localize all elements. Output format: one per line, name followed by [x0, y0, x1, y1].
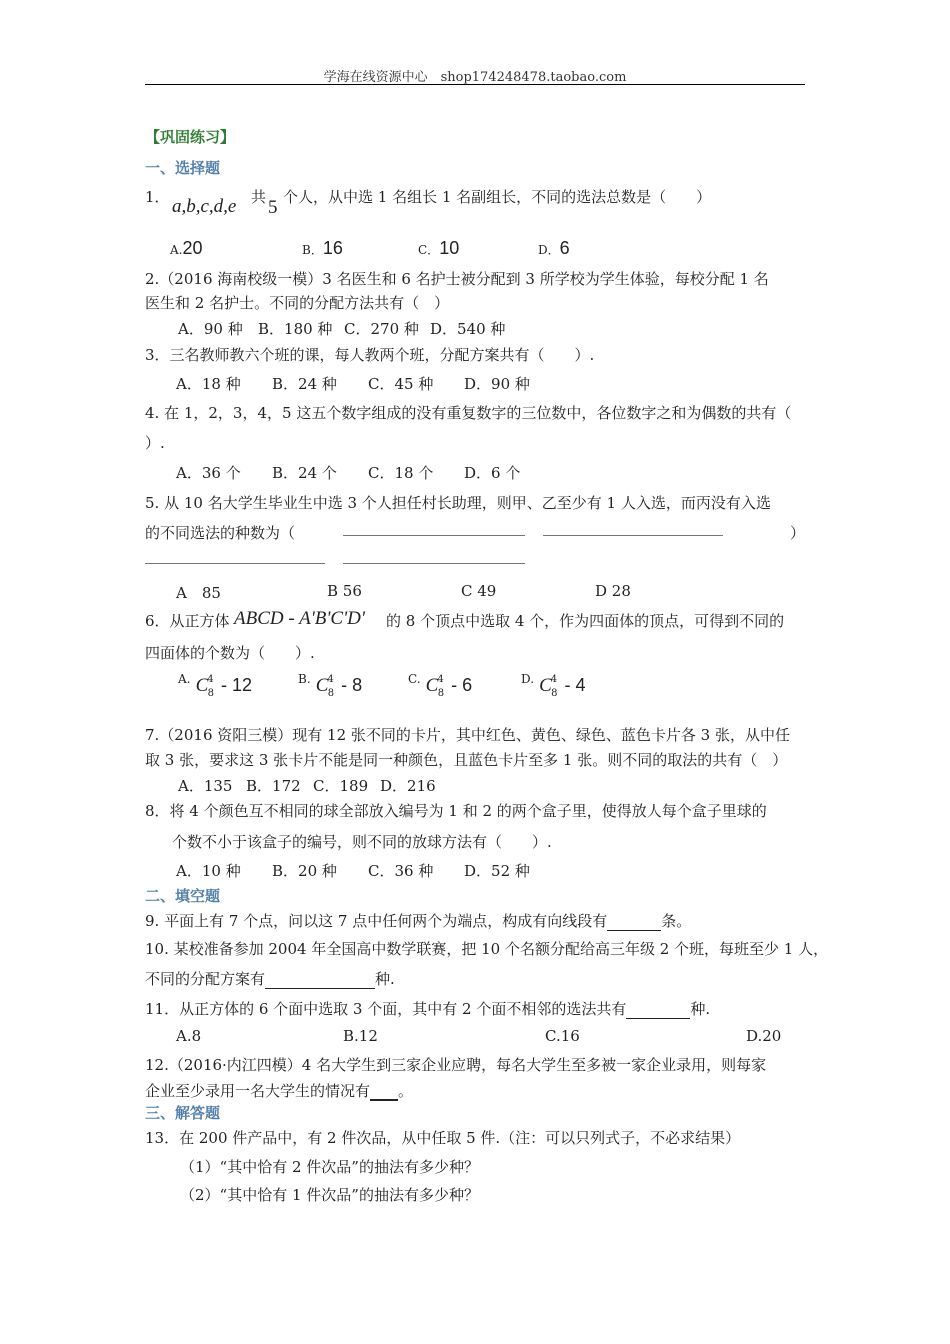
q6-pre: 6．从正方体 [145, 612, 230, 630]
section-answer: 三、解答题 [145, 1104, 221, 1122]
q5-opt-b: B 56 [327, 582, 362, 600]
q2-line1: 2.（2016 海南校级一模）3 名医生和 6 名护士被分配到 3 所学校为学生体验，每校分配 1 名 [145, 270, 769, 288]
q1-math: a,b,c,d,e [172, 196, 237, 217]
q2-opt-b: B．180 种 [258, 320, 333, 338]
q1-opt-a: A.20 [170, 238, 203, 258]
q10-line1: 10. 某校准备参加 2004 年全国高中数学联赛，把 10 个名额分配给高三年级 2 个班，每班至少 1 人， [145, 940, 829, 958]
q11-opt-d: D.20 [746, 1027, 782, 1045]
q11-opt-c: C.16 [545, 1027, 580, 1045]
q6-opt-c: $^{C.}$ $C^4_8 - 6$ [408, 672, 473, 699]
q10-line2: 不同的分配方案有 种. [145, 970, 395, 988]
q12-line2: 企业至少录用一名大学生的情况有 。 [145, 1082, 414, 1100]
q8-opt-c: C．36 种 [368, 862, 434, 880]
q2-opt-a: A．90 种 [178, 320, 243, 338]
q11-opt-b: B.12 [343, 1027, 378, 1045]
q6-opt-d: $^{D.}$ $C^4_8 - 4$ [521, 672, 586, 699]
q3-opt-d: D．90 种 [464, 375, 530, 393]
q6-opt-a: $^{A.}$ $C^4_8 - 12$ [178, 672, 253, 699]
q1-opt-d: D．6 [538, 238, 570, 258]
q8-opt-b: B．20 种 [272, 862, 337, 880]
q7-line1: 7.（2016 资阳三模）现有 12 张不同的卡片，其中红色、黄色、绿色、蓝色卡片各 3 张，从中任 [145, 726, 790, 744]
q9: 9. 平面上有 7 个点，问以这 7 点中任何两个为端点，构成有向线段有 条。 [145, 912, 692, 930]
q11: 11．从正方体的 6 个面中选取 3 个面，其中有 2 个面不相邻的选法共有 种. [145, 1000, 711, 1018]
q1-num: 1． [145, 188, 170, 206]
q4-line1: 4. 在 1，2，3，4，5 这五个数字组成的没有重复数字的三位数中，各位数字之和为偶数的共有（ [145, 404, 792, 422]
q5-opt-d: D 28 [595, 582, 631, 600]
q5-close: ） [790, 524, 806, 542]
section-fill: 二、填空题 [145, 887, 221, 905]
q9-blank [607, 930, 661, 931]
q7-opt-d: D．216 [380, 777, 436, 795]
q4-opt-b: B．24 个 [272, 464, 337, 482]
q1-opt-b: B．16 [302, 238, 343, 258]
q8-opt-a: A．10 种 [176, 862, 241, 880]
q3-opt-c: C．45 种 [368, 375, 434, 393]
q7-opt-b: B．172 [246, 777, 301, 795]
q3-opt-b: B．24 种 [272, 375, 337, 393]
q13-sub1: （1）“其中恰有 2 件次品”的抽法有多少种？ [180, 1158, 479, 1176]
header-rule [145, 84, 805, 85]
q1-opt-c: C．10 [418, 238, 460, 258]
q5-rule-1 [343, 535, 525, 536]
q6-line2: 四面体的个数为（ ）. [145, 644, 315, 662]
q5-opt-a: A 85 [176, 584, 221, 602]
section-choice: 一、选择题 [145, 159, 221, 177]
q10-blank [265, 988, 375, 989]
q5-rule-4 [343, 563, 525, 564]
q12-line1: 12.（2016·内江四模）4 名大学生到三家企业应聘，每名大学生至多被一家企业录用，则每家 [145, 1056, 767, 1074]
page-header: 学海在线资源中心 shop174248478.taobao.com [323, 70, 627, 85]
q8-line1: 8．将 4 个颜色互不相同的球全部放入编号为 1 和 2 的两个盒子里，使得放人每个盒子里球的 [145, 802, 767, 820]
q8-line2: 个数不小于该盒子的编号，则不同的放球方法有（ ）. [172, 833, 552, 851]
q6-opt-b: $^{B.}$ $C^4_8 - 8$ [298, 672, 363, 699]
q3-opt-a: A．18 种 [176, 375, 241, 393]
q7-opt-c: C．189 [313, 777, 369, 795]
q7-line2: 取 3 张，要求这 3 张卡片不能是同一种颜色，且蓝色卡片至多 1 张。则不同的取法的共有（ ） [145, 751, 788, 769]
q6-math: ABCD - A'B'C'D' [234, 608, 365, 629]
q11-blank [626, 1018, 690, 1019]
q5-rule-3 [145, 563, 325, 564]
q4-opt-c: C．18 个 [368, 464, 434, 482]
q3-line1: 3．三名教师教六个班的课，每人教两个班，分配方案共有（ ）. [145, 346, 595, 364]
q2-opt-d: D．540 种 [430, 320, 506, 338]
q8-opt-d: D．52 种 [464, 862, 530, 880]
q5-line2: 的不同选法的种数为（ [145, 524, 296, 542]
q1-five: 5 [268, 197, 278, 218]
q1-gong: 共 [251, 188, 267, 206]
q4-line2: ）. [145, 434, 165, 452]
q2-opt-c: C．270 种 [344, 320, 419, 338]
q5-rule-2 [543, 535, 723, 536]
q6-post: 的 8 个顶点中选取 4 个，作为四面体的顶点，可得到不同的 [386, 612, 785, 630]
q5-line1: 5. 从 10 名大学生毕业生中选 3 个人担任村长助理，则甲、乙至少有 1 人入选，而丙没有入选 [145, 494, 771, 512]
q13-sub2: （2）“其中恰有 1 件次品”的抽法有多少种？ [180, 1186, 479, 1204]
q5-opt-c: C 49 [461, 582, 497, 600]
q12-blank [370, 1099, 398, 1101]
q4-opt-d: D．6 个 [464, 464, 521, 482]
q7-opt-a: A．135 [178, 777, 233, 795]
q1-text: 个人，从中选 1 名组长 1 名副组长，不同的选法总数是（ ） [283, 188, 712, 206]
q11-opt-a: A.8 [176, 1027, 202, 1045]
q2-line2: 医生和 2 名护士。不同的分配方法共有（ ） [145, 294, 450, 312]
q4-opt-a: A．36 个 [176, 464, 241, 482]
section-title: 【巩固练习】 [145, 128, 236, 146]
q13-line1: 13．在 200 件产品中，有 2 件次品，从中任取 5 件.（注：可以只列式子，不必求结果） [145, 1129, 741, 1147]
